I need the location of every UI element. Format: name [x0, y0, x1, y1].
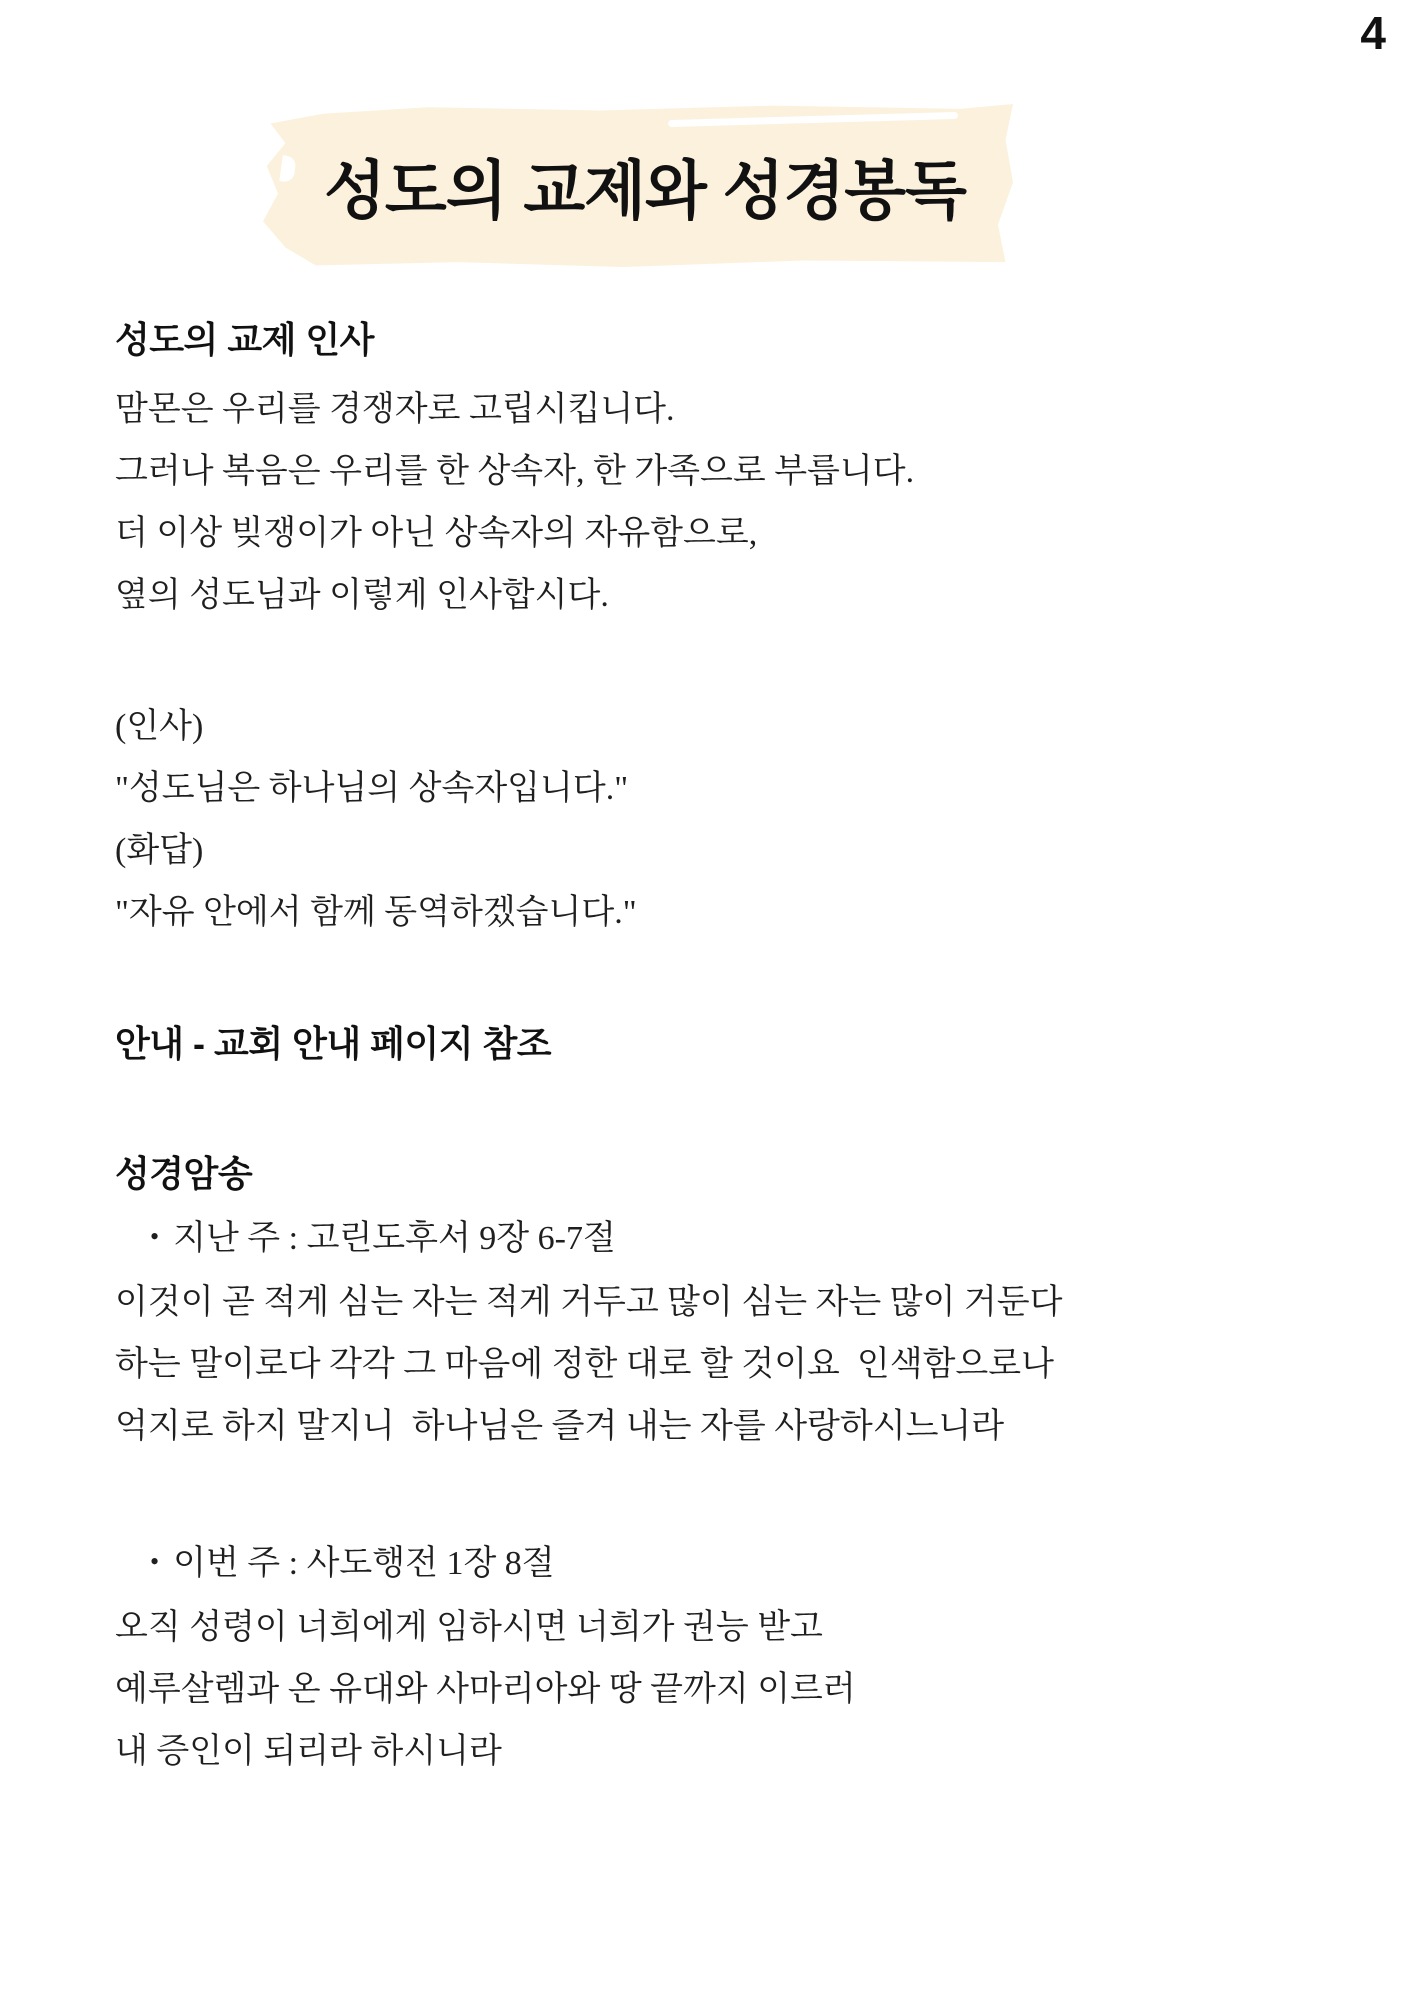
response-label: (화답) [115, 832, 204, 869]
notice-section-heading: 안내 - 교회 안내 페이지 참조 [115, 1023, 552, 1064]
call-label: (인사) [115, 708, 204, 745]
verse-line: 오직 성령이 너희에게 임하시면 너희가 권능 받고 [115, 1609, 823, 1646]
page-title: 성도의 교제와 성경봉독 [324, 154, 966, 227]
greeting-section-heading: 성도의 교제 인사 [115, 319, 374, 360]
page-number: 4 [1360, 7, 1386, 59]
memory-verse-last-week [115, 1208, 1345, 1458]
verse-line: 억지로 하지 말지니 하나님은 즐겨 내는 자를 사랑하시느니라 [115, 1408, 1005, 1445]
greeting-line: 더 이상 빚쟁이가 아닌 상속자의 자유함으로, [115, 515, 758, 552]
greeting-line: 옆의 성도님과 이렇게 인사합시다. [115, 577, 609, 614]
memory-verse-reference-row [115, 1533, 1345, 1597]
memory-verse-reference: 이번 주 : 사도행전 1장 8절 [173, 1545, 555, 1582]
memorization-section-heading: 성경암송 [115, 1153, 253, 1194]
verse-line: 하는 말이로다 각각 그 마음에 정한 대로 할 것이요 인색함으로나 [115, 1346, 1054, 1383]
bullet-icon: • [150, 1222, 160, 1251]
verse-line: 예루살렘과 온 유대와 사마리아와 땅 끝까지 이르러 [115, 1671, 856, 1708]
greeting-call-response [115, 696, 1345, 944]
page-content [115, 318, 1345, 1783]
response-text: "자유 안에서 함께 동역하겠습니다." [115, 894, 637, 931]
title-banner [263, 104, 1013, 267]
verse-line: 내 증인이 되리라 하시니라 [115, 1733, 502, 1770]
memory-verse-this-week [115, 1533, 1345, 1783]
greeting-paragraph [115, 379, 1345, 627]
bullet-icon: • [150, 1547, 160, 1576]
memory-verse-reference: 지난 주 : 고린도후서 9장 6-7절 [173, 1220, 616, 1257]
verse-line: 이것이 곧 적게 심는 자는 적게 거두고 많이 심는 자는 많이 거둔다 [115, 1284, 1063, 1321]
call-text: "성도님은 하나님의 상속자입니다." [115, 770, 629, 807]
greeting-line: 그러나 복음은 우리를 한 상속자, 한 가족으로 부릅니다. [115, 453, 915, 490]
memory-verse-reference-row [115, 1208, 1345, 1272]
greeting-line: 맘몬은 우리를 경쟁자로 고립시킵니다. [115, 391, 675, 428]
